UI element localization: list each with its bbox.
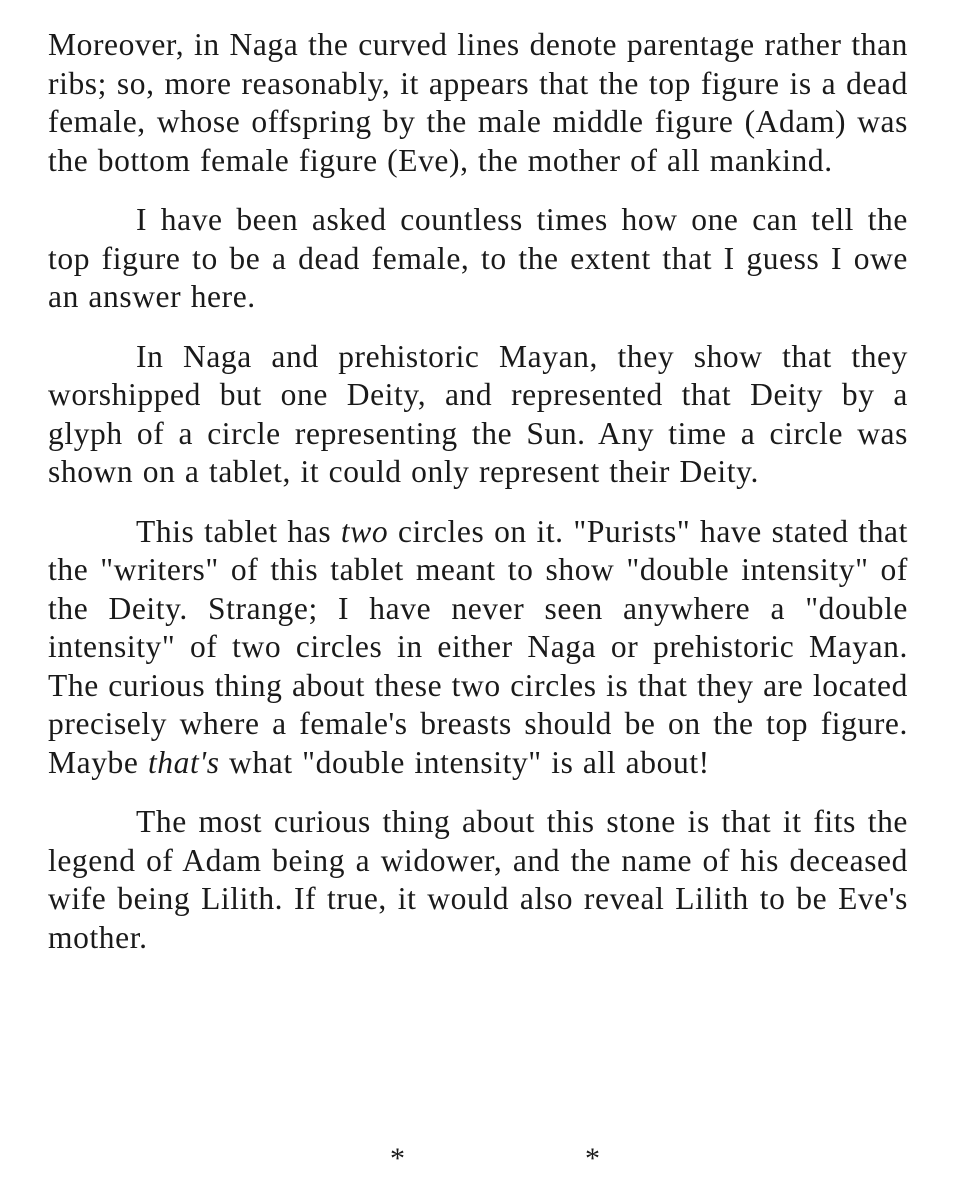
paragraph-3 — [48, 338, 908, 492]
paragraph-5-text: The most curious thing about this stone is that it fits the legend of Adam being a widower, and the name of his deceased wife being Lilith. If true, it would also reveal Lilith to be Eve's mother. — [48, 804, 908, 955]
paragraph-1 — [48, 26, 908, 180]
paragraph-2 — [48, 201, 908, 317]
body-text — [48, 26, 908, 978]
section-break — [0, 1142, 963, 1182]
paragraph-4-text-b: circles on it. "Purists" have stated that the "writers" of this tablet meant to show "double intensity" of the Deity. Strange; I have never seen anywhere a "double intensity" of two circles in either Naga or prehistoric Mayan. The curious thing about these two circles is that they are located precisely where a female's breasts should be on the top figure. Maybe — [48, 513, 908, 780]
paragraph-4-emphasis-two: two — [340, 513, 389, 549]
paragraph-2-text: I have been asked countless times how one can tell the top figure to be a dead female, to the extent that I guess I owe an answer here. — [48, 202, 908, 314]
paragraph-5 — [48, 803, 908, 957]
paragraph-4-text-a: This tablet has — [136, 513, 341, 549]
paragraph-4-text-c: what "double intensity" is all about! — [219, 744, 710, 780]
section-break-asterisk-1: * — [390, 1142, 405, 1175]
section-break-asterisk-2: * — [585, 1142, 600, 1175]
paragraph-4-emphasis-thats: that's — [147, 744, 220, 780]
paragraph-1-text: Moreover, in Naga the curved lines denote parentage rather than ribs; so, more reasonably, it appears that the top figure is a dead female, whose offspring by the male middle figure (Adam) was the bottom female figure (Eve), the mother of all mankind. — [48, 27, 908, 178]
paragraph-4 — [48, 513, 908, 783]
paragraph-3-text: In Naga and prehistoric Mayan, they show that they worshipped but one Deity, and represented that Deity by a glyph of a circle representing the Sun. Any time a circle was shown on a tablet, it could only represent their Deity. — [48, 338, 908, 489]
